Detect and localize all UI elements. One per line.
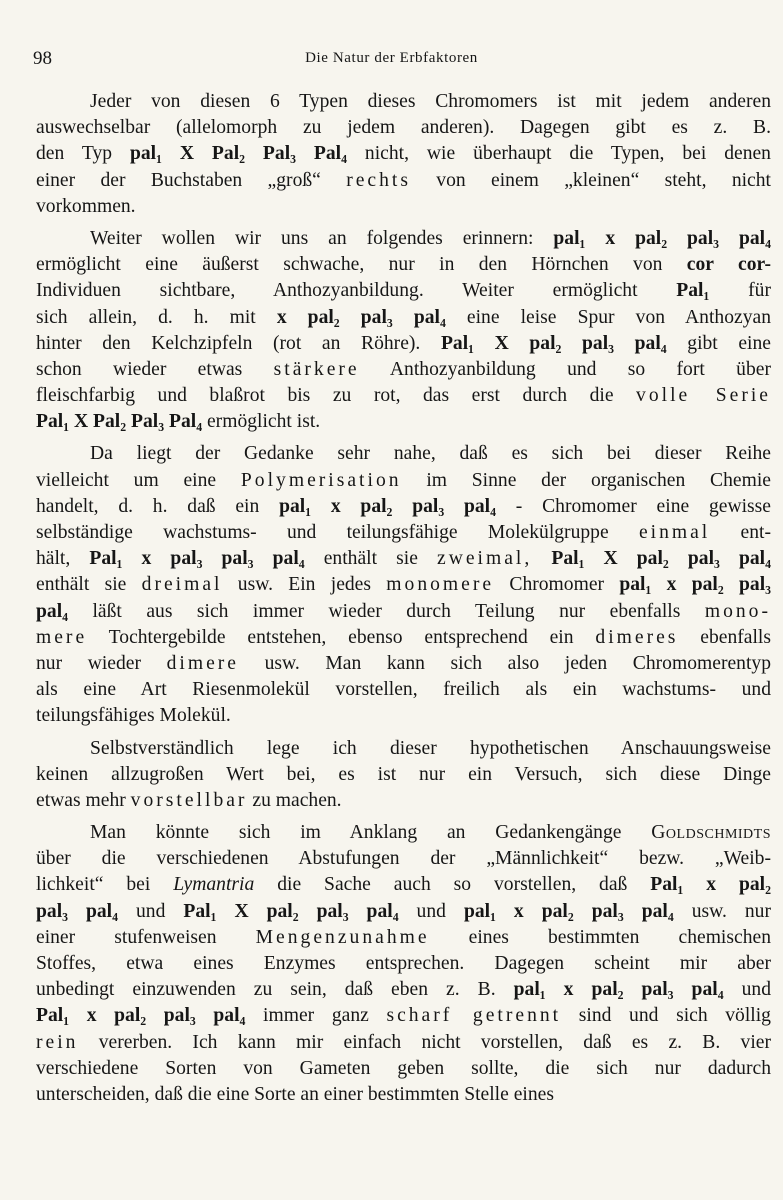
text-run: eines bestimmten chemischen [429,926,771,948]
text-run: einer der Buchstaben „groß“ [36,169,347,191]
text-run: Pal₁ x pal₂ [650,874,771,896]
text-run: Man könnte sich im Anklang an Gedankengänge [90,822,652,844]
paragraph [36,226,771,436]
text-run: nicht, wie überhaupt die Typen, bei denen [347,143,771,165]
text-line [36,572,771,598]
text-run: pal₃ pal₄ [36,900,119,922]
text-line [36,115,771,141]
text-line [36,383,771,409]
text-run: den Typ [36,143,130,165]
text-run: ebenfalls [678,626,771,648]
paragraph [36,736,771,815]
text-line [36,788,771,814]
text-run: pal₁ x pal₂ pal₃ pal₄ [279,495,497,517]
text-line [36,168,771,194]
text-run: monomere [386,574,495,596]
text-run: Individuen sichtbare, Anthozyanbildung. Weiter ermöglicht [36,280,677,302]
text-run: Pal₁ X Pal₂ Pal₃ Pal₄ [36,411,203,433]
text-run: volle Serie [636,385,771,407]
text-run: unbedingt einzuwenden zu sein, daß eben z. B. [36,979,514,1001]
text-run: eine leise Spur von Anthozyan [445,306,771,328]
text-run: cor cor- [686,254,771,276]
text-run: immer ganz [245,1005,387,1027]
text-line [36,252,771,278]
running-title: Die Natur der Erbfaktoren [305,50,478,66]
text-run: teilungsfähiges Molekül. [36,705,231,727]
text-run: rechts [346,169,411,191]
text-run: ermöglicht ist. [202,411,321,433]
text-run: mono- [704,600,771,622]
paragraph [36,89,771,220]
text-line [36,441,771,467]
body-text [36,89,771,1108]
text-run: Lymantria [173,874,255,896]
text-run: Selbstverständlich lege ich dieser hypothetischen Anschauungsweise [90,737,771,759]
text-run: handelt, d. h. daß ein [36,495,280,517]
paragraph [36,820,771,1108]
text-run: und [398,900,464,922]
text-run: usw. Ein jedes [222,574,387,596]
text-run: von einem „kleinen“ steht, nicht [410,169,771,191]
text-run: hält, [36,548,90,570]
page-header [0,48,783,72]
text-line [36,1003,771,1029]
text-line [36,762,771,788]
text-run: ent- [710,522,771,543]
text-run: keinen allzugroßen Wert bei, es ist nur ein Versuch, sich diese Dinge [36,763,771,785]
text-run: und [723,979,771,1001]
text-run: dimere [166,652,239,674]
text-run: selbständige wachstums- und teilungsfähige Molekülgruppe [36,522,639,543]
paragraph [36,441,771,729]
text-run: im Sinne der organischen Chemie [401,469,771,491]
text-run: die Sache auch so vorstellen, daß [254,874,651,896]
text-line [36,357,771,383]
text-run: enthält sie [304,548,437,570]
page-number: 98 [33,48,52,69]
text-run: hinter den Kelchzipfeln (rot an Röhre). [36,332,441,354]
text-line [36,194,771,220]
text-line [36,278,771,304]
text-line [36,1030,771,1056]
text-run: läßt aus sich immer wieder durch Teilung nur ebenfalls [68,600,705,622]
text-run: fleischfarbig und blaßrot bis zu rot, das erst durch die [36,385,637,407]
text-run: Mengenzunahme [255,926,430,948]
text-run: pal₁ x pal₂ pal₃ pal₄ [463,900,674,922]
text-line [36,141,771,167]
text-run: Jeder von diesen 6 Typen dieses Chromomers ist mit jedem anderen [90,91,771,112]
text-run: sich allein, d. h. mit [36,306,277,328]
text-run: Pal₁ x pal₃ pal₃ pal₄ [89,548,305,570]
text-run: auswechselbar (allelomorph zu jedem anderen). Dagegen gibt es z. B. [36,117,771,139]
text-line [36,820,771,846]
text-run: zu machen. [247,789,342,811]
text-run: Pal₁ [676,280,710,302]
text-run: über die verschiedenen Abstufungen der „Männlichkeit“ bezw. „Weib- [36,848,771,870]
text-line [36,846,771,872]
text-run: pal₁ x pal₂ pal₃ pal₄ [553,227,771,249]
text-line [36,409,771,435]
text-run: pal₁ x pal₂ pal₃ [619,574,772,596]
text-run: Tochtergebilde entstehen, ebenso entsprechend ein [87,626,596,648]
text-line [36,899,771,925]
text-line [36,494,771,520]
text-line [36,677,771,703]
text-run: Weiter wollen wir uns an folgendes erinnern: [90,227,554,249]
text-run: unterscheiden, daß die eine Sorte an einer bestimmten Stelle eines [36,1083,554,1105]
text-run: für [709,280,771,302]
text-run [532,548,551,569]
text-run: zweimal, [437,548,533,570]
text-run: stärkere [273,358,360,380]
text-run: lichkeit“ bei [36,874,174,896]
text-run: gibt eine [666,332,771,354]
text-run: vorstellbar [130,789,248,811]
text-run: pal₁ X Pal₂ Pal₃ Pal₄ [129,143,348,165]
text-run: dimeres [595,626,679,648]
text-line [36,89,771,115]
text-run: etwas mehr [36,789,131,811]
text-run: Goldschmidts [651,822,771,844]
text-run: enthält sie [36,574,142,596]
text-run: vielleicht um eine [36,469,241,491]
text-line [36,651,771,677]
text-run: vererben. Ich kann mir einfach nicht vorstellen, daß es z. B. vier [78,1031,771,1053]
text-line [36,468,771,494]
text-run: sind und sich völlig [561,1005,771,1027]
text-run: dreimal [141,574,223,596]
text-run: Stoffes, etwa eines Enzymes entsprechen. Dagegen scheint mir aber [36,953,771,974]
text-run: rein [36,1031,79,1053]
text-run: - Chromomer eine gewisse [496,495,771,517]
text-line [36,625,771,651]
text-run: Anthozyanbildung und so fort über [359,358,771,380]
text-run: Polymerisation [240,469,402,491]
text-run: Pal₁ X pal₂ pal₃ pal₄ [440,332,667,354]
text-line [36,520,771,546]
text-line [36,305,771,331]
text-run: Pal₁ X pal₂ pal₃ pal₄ [183,900,399,922]
text-line [36,736,771,762]
text-run: Da liegt der Gedanke sehr nahe, daß es sich bei dieser Reihe [90,443,771,465]
text-line [36,872,771,898]
text-run: pal₄ [36,600,69,622]
text-run: ermöglicht eine äußerst schwache, nur in den Hörnchen von [36,254,687,276]
text-line [36,703,771,729]
text-run: schon wieder etwas [36,358,274,380]
text-run: mere [36,626,88,648]
text-run: verschiedene Sorten von Gameten geben sollte, die sich nur dadurch [36,1057,771,1079]
text-run: pal₁ x pal₂ pal₃ pal₄ [513,979,724,1001]
text-run: einmal [638,522,711,543]
text-line [36,1082,771,1108]
text-line [36,331,771,357]
text-run: usw. nur [673,900,771,922]
text-line [36,951,771,977]
text-run: scharf getrennt [386,1005,562,1027]
text-run: x pal₂ pal₃ pal₄ [276,306,446,328]
text-run: Pal₁ X pal₂ pal₃ pal₄ [551,548,771,570]
text-line [36,226,771,252]
text-run: usw. Man kann sich also jeden Chromomerentyp [239,652,772,674]
text-run: Pal₁ x pal₂ pal₃ pal₄ [36,1005,246,1027]
text-line [36,599,771,625]
text-run: nur wieder [36,652,167,674]
text-line [36,546,771,572]
text-run: einer stufenweisen [36,926,256,948]
text-run: und [118,900,184,922]
text-run: als eine Art Riesenmolekül vorstellen, freilich als ein wachstums- und [36,679,771,701]
text-run: vorkommen. [36,195,136,217]
text-line [36,925,771,951]
text-run: Chromomer [494,574,620,596]
text-line [36,977,771,1003]
text-line [36,1056,771,1082]
